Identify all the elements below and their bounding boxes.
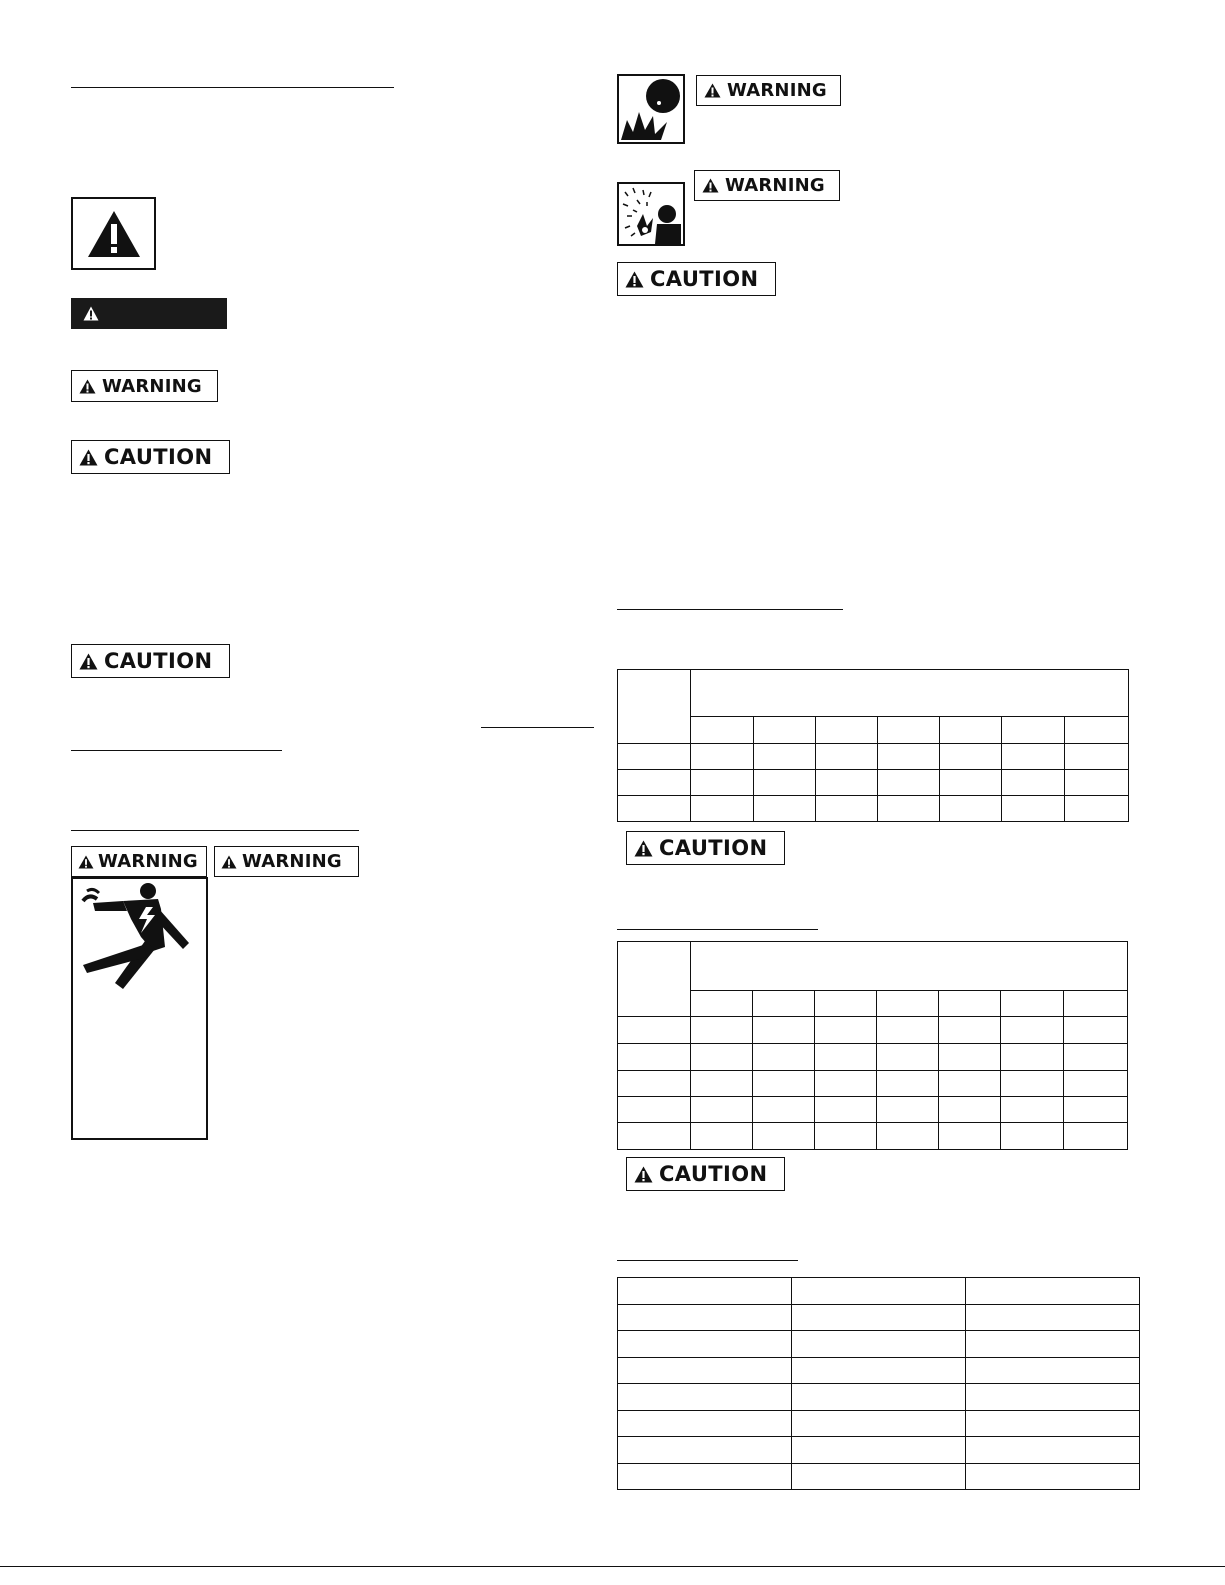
table-row (618, 770, 1129, 796)
caution-label (71, 440, 230, 474)
caution-label (71, 644, 230, 678)
data-table-1 (617, 669, 1129, 822)
table-header-row (618, 670, 1129, 717)
table-subheader-row (618, 717, 1129, 744)
warning-label-text: WARNING (242, 851, 342, 872)
table-row (618, 1358, 1140, 1384)
caution-label-text: CAUTION (650, 267, 759, 291)
exclamation-triangle-icon (704, 83, 721, 98)
section-heading-underline (71, 750, 282, 751)
exclamation-triangle-icon (86, 209, 142, 259)
warning-label (71, 846, 207, 877)
electric-shock-person-icon (73, 879, 206, 999)
warning-label-text: WARNING (725, 175, 825, 196)
caution-label-text: CAUTION (104, 445, 213, 469)
exclamation-triangle-icon (83, 306, 99, 321)
table-row (618, 1097, 1128, 1123)
table-row (618, 744, 1129, 770)
exclamation-triangle-icon (634, 1166, 653, 1183)
explosion-hazard-icon-box (617, 74, 685, 144)
warning-label (696, 75, 841, 106)
table-subheader-row (618, 991, 1128, 1017)
section-heading-underline (617, 609, 843, 610)
danger-label (71, 298, 227, 329)
exclamation-triangle-icon (79, 653, 98, 670)
table-header-row (618, 942, 1128, 991)
table-row (618, 1384, 1140, 1411)
caution-label (626, 831, 785, 865)
caution-label (617, 262, 776, 296)
electric-shock-panel (71, 877, 208, 1140)
data-table-3 (617, 1277, 1140, 1490)
table-header-row (618, 1278, 1140, 1305)
table-header-cell (618, 942, 691, 1017)
table-row (618, 1123, 1128, 1150)
exclamation-triangle-icon (702, 178, 719, 193)
table-row (618, 1331, 1140, 1358)
table-row (618, 796, 1129, 822)
table-row (618, 1437, 1140, 1464)
exclamation-triangle-icon (634, 840, 653, 857)
warning-label (71, 370, 218, 402)
exclamation-triangle-icon (79, 379, 96, 394)
exclamation-triangle-icon (78, 855, 94, 869)
warning-label-text: WARNING (727, 80, 827, 101)
table-row (618, 1044, 1128, 1071)
warning-label-text: WARNING (98, 851, 198, 872)
safety-alert-symbol-box (71, 197, 156, 270)
data-table-2 (617, 941, 1128, 1150)
warning-label-text: WARNING (102, 375, 202, 397)
table-row (618, 1464, 1140, 1490)
warning-label (214, 846, 359, 877)
caution-label (626, 1157, 785, 1191)
table-row (618, 1017, 1128, 1044)
section-heading-underline (481, 727, 594, 728)
caution-label-text: CAUTION (659, 1162, 768, 1186)
table-row (618, 1071, 1128, 1097)
table-row (618, 1305, 1140, 1331)
section-heading-underline (617, 1260, 798, 1261)
section-heading-underline (617, 929, 818, 930)
section-heading-underline (71, 87, 394, 88)
section-heading-underline (71, 830, 359, 831)
exclamation-triangle-icon (79, 449, 98, 466)
spray-hazard-icon-box (617, 182, 685, 246)
explosion-hazard-icon (619, 76, 683, 142)
exclamation-triangle-icon (221, 855, 237, 869)
pressurized-spray-hazard-icon (619, 184, 683, 244)
footer-rule (0, 1566, 1225, 1567)
caution-label-text: CAUTION (659, 836, 768, 860)
table-row (618, 1411, 1140, 1437)
exclamation-triangle-icon (625, 271, 644, 288)
table-header-cell (691, 670, 1129, 717)
table-header-cell (618, 670, 691, 744)
warning-label (694, 170, 840, 201)
table-header-cell (691, 942, 1128, 991)
caution-label-text: CAUTION (104, 649, 213, 673)
